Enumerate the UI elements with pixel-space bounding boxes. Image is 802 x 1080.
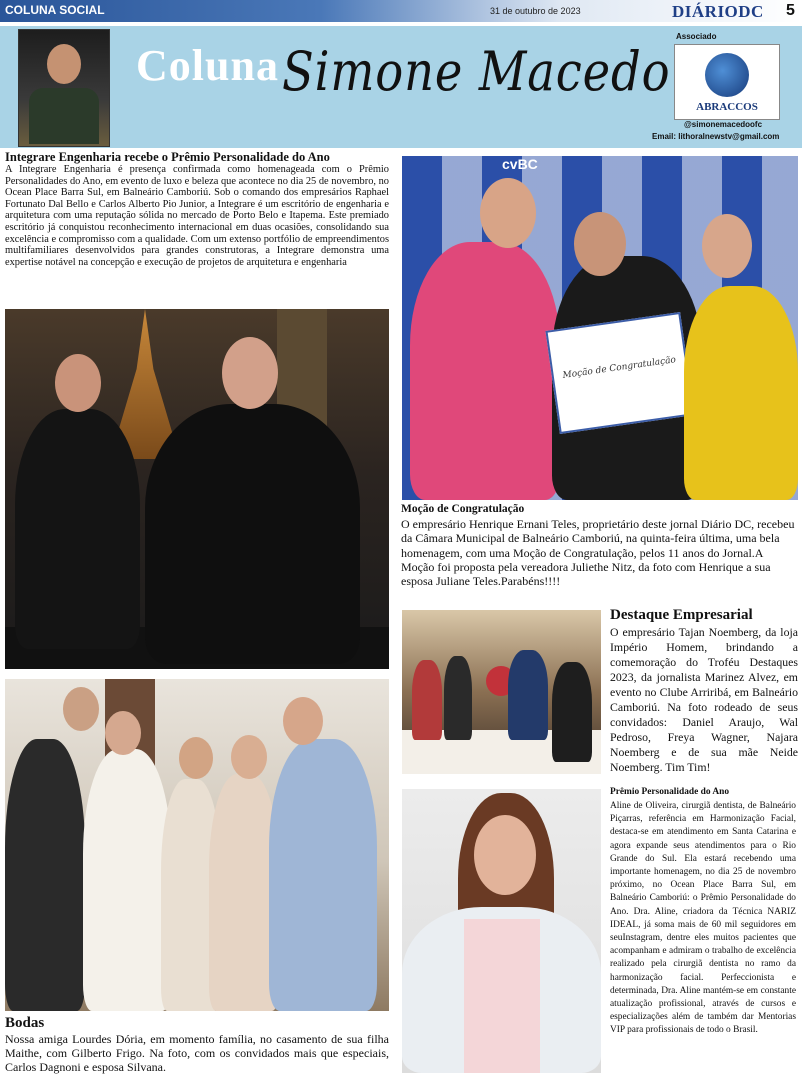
woman-yellow-blouse xyxy=(684,286,798,500)
page-number: 5 xyxy=(786,2,795,19)
column-title-name: Simone Macedo xyxy=(282,40,671,103)
premio-title: Prêmio Personalidade do Ano xyxy=(610,787,730,797)
guest-man-left xyxy=(5,739,85,1011)
integrare-body: A Integrare Engenharia é presença confirmada como homenageada com o Prêmio Personalidades do Ano, em evento de luxo e beleza que acontece no dia 25 de novembro, no Ocean Place Barra Sul, em Balneário Camboriú. Sob o comando dos empresários Raphael Fortunato Dal Bello e Carlos Alberto Pio Junior, a Integrare é um escritório de engenharia e arquitetura com uma reputação sólida no mercado de Porto Belo e Itapema. Este premiado escritório já conquistou reconhecimento internacional em duas ocasiões, consolidando sua excelência e compromisso com a qualidade. Com um extenso portfólio de empreendimentos multifamiliares desenvolvidos para grandes construtoras, a Integrare demonstra uma expertise notável na concepção e execução de projetos de arquitetura e engenharia xyxy=(5,164,389,268)
councilwoman-head xyxy=(480,178,536,248)
column-title-coluna: Coluna xyxy=(136,41,279,90)
certificate xyxy=(545,312,694,434)
backdrop-logo: cvBC xyxy=(502,156,538,172)
abraccos-logo xyxy=(674,44,780,120)
owner-head xyxy=(574,212,626,276)
destaque-title: Destaque Empresarial xyxy=(610,607,753,623)
destaque-body: O empresário Tajan Noemberg, da loja Império Homem, brindando a comemoração do Troféu Destaques 2023, da jornalista Marinez Alvez, em evento no Clube Arriribá, em Balneário Camboriú. Na foto rodeado de seus convidados: Daniel Araujo, Wal Pedroso, Freya Wagner, Najara Noemberg e de sua mãe Neide Noemberg. Tim Tim! xyxy=(610,625,798,774)
host-tajan xyxy=(552,662,592,762)
globe-icon xyxy=(705,53,749,97)
mocao-title: Moção de Congratulação xyxy=(401,503,525,515)
social-handle: @simonemacedoofc xyxy=(684,120,763,129)
destaque-photo xyxy=(402,610,601,774)
aline-pink-top xyxy=(464,919,540,1073)
columnist-shirt xyxy=(29,88,99,144)
councilwoman-pink-blazer xyxy=(410,242,560,500)
mocao-photo xyxy=(402,156,798,500)
bodas-photo xyxy=(5,679,389,1011)
bodas-title: Bodas xyxy=(5,1015,45,1031)
associado-label: Associado xyxy=(676,32,717,41)
abraccos-logo-text: ABRACCOS xyxy=(696,101,758,113)
person-right xyxy=(145,404,360,664)
bodas-body: Nossa amiga Lourdes Dória, em momento família, no casamento de sua filha Maithe, com Gilberto Frigo. Na foto, com os convidados mais que especiais, Carlos Dagnoni e esposa Silvana. xyxy=(5,1032,389,1074)
aline-photo xyxy=(402,789,601,1073)
guest-1 xyxy=(412,660,442,740)
integrare-photo xyxy=(5,309,389,669)
aline-face xyxy=(474,815,536,895)
contact-email: Email: lithoralnewstv@gmail.com xyxy=(652,132,780,141)
guest-2 xyxy=(444,656,472,740)
guest-white-dress-head xyxy=(105,711,141,755)
guest-white-dress xyxy=(83,749,171,1011)
mocao-body: O empresário Henrique Ernani Teles, proprietário deste jornal Diário DC, recebeu da Câmara Municipal de Balneário Camboriú, na quinta-feira última, uma bela homenagem, com uma Moção de Congratulação, pelos 11 anos do Jornal.A Moção foi proposta pela vereadora Juliethe Nitz, da foto com Henrique a sua esposa Juliane Teles.Parabéns!!!! xyxy=(401,517,795,589)
integrare-title: Integrare Engenharia recebe o Prêmio Personalidade do Ano xyxy=(5,150,330,164)
guest-3 xyxy=(508,650,548,740)
person-left-head xyxy=(55,354,101,412)
person-right-head xyxy=(222,337,278,409)
guest-blue-suit xyxy=(269,739,377,1011)
top-bar xyxy=(0,0,802,22)
guest-blue-suit-head xyxy=(283,697,323,745)
guest-man-left-head xyxy=(63,687,99,731)
section-label: COLUNA SOCIAL xyxy=(5,3,105,17)
columnist-face xyxy=(47,44,81,84)
certificate-text: Moção de Congratulação xyxy=(562,355,677,381)
bride-head xyxy=(231,735,267,779)
person-left xyxy=(15,409,140,649)
columnist-photo xyxy=(18,29,110,147)
premio-body: Aline de Oliveira, cirurgiã dentista, de Balneário Piçarras, referência em Harmonização Facial, destaca-se em atendimento em Santa Catarina e agora expande seus atendimentos para o Rio Grande do Sul. Ela estará recebendo uma importante homenagem, no dia 25 de novembro próximo, no Ocean Place Barra Sul, em Balneário Camboriú: o Prêmio Personalidade do Ano. Dra. Aline, criadora da Técnica NARIZ IDEAL, já soma mais de 60 mil seguidores em seuInstagram, dentre eles muitos pacientes que acompanham e admiram o trabalho de excelência realizado pela cirurgiã dentista no ramo da harmonização facial. Perfeccionista e determinada, Dra. Aline mantém-se em constante atualização profissional, através de cursos e especializações além de também dar Mentorias VIP para profissionais de todo o Brasil. xyxy=(610,801,796,1036)
newspaper-logo: DIÁRIODC xyxy=(672,2,764,21)
guest-printed-dress-head xyxy=(179,737,213,779)
issue-date: 31 de outubro de 2023 xyxy=(490,6,581,16)
woman-yellow-head xyxy=(702,214,752,278)
